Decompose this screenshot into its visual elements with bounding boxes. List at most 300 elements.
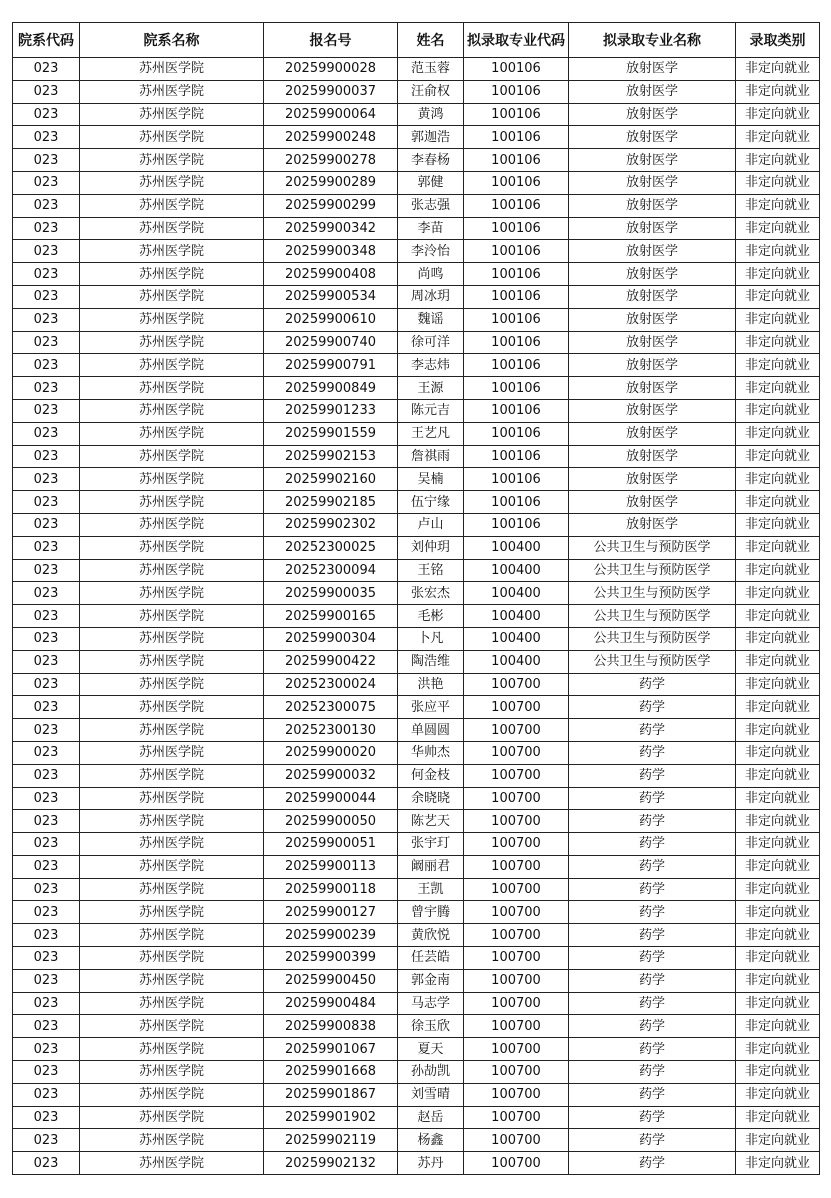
major-name-cell: 放射医学 — [569, 149, 736, 172]
header-name: 姓名 — [398, 23, 464, 58]
registration-no-cell: 20259900534 — [264, 285, 398, 308]
admission-type-cell: 非定向就业 — [736, 901, 820, 924]
registration-no-cell: 20252300130 — [264, 719, 398, 742]
name-cell: 曾宇腾 — [398, 901, 464, 924]
dept-code-cell: 023 — [13, 741, 80, 764]
registration-no-cell: 20259900278 — [264, 149, 398, 172]
major-name-cell: 药学 — [569, 855, 736, 878]
major-name-cell: 公共卫生与预防医学 — [569, 582, 736, 605]
registration-no-cell: 20259901668 — [264, 1061, 398, 1084]
registration-no-cell: 20259900020 — [264, 741, 398, 764]
admission-type-cell: 非定向就业 — [736, 582, 820, 605]
dept-name-cell: 苏州医学院 — [80, 1106, 264, 1129]
registration-no-cell: 20259900037 — [264, 80, 398, 103]
major-code-cell: 100700 — [464, 878, 569, 901]
dept-name-cell: 苏州医学院 — [80, 217, 264, 240]
name-cell: 伍宁缘 — [398, 491, 464, 514]
major-code-cell: 100700 — [464, 901, 569, 924]
registration-no-cell: 20259900050 — [264, 810, 398, 833]
dept-code-cell: 023 — [13, 1152, 80, 1175]
major-code-cell: 100700 — [464, 1152, 569, 1175]
dept-name-cell: 苏州医学院 — [80, 855, 264, 878]
header-row — [13, 23, 820, 58]
registration-no-cell: 20259900348 — [264, 240, 398, 263]
major-code-cell: 100700 — [464, 924, 569, 947]
name-cell: 尚鸣 — [398, 263, 464, 286]
major-code-cell: 100106 — [464, 285, 569, 308]
dept-code-cell: 023 — [13, 605, 80, 628]
header-admission-type: 录取类别 — [736, 23, 820, 58]
admission-type-cell: 非定向就业 — [736, 924, 820, 947]
registration-no-cell: 20259902302 — [264, 513, 398, 536]
dept-code-cell: 023 — [13, 1106, 80, 1129]
registration-no-cell: 20259900035 — [264, 582, 398, 605]
major-name-cell: 药学 — [569, 696, 736, 719]
admission-table — [12, 22, 820, 1175]
major-name-cell: 药学 — [569, 673, 736, 696]
registration-no-cell: 20259900289 — [264, 171, 398, 194]
dept-code-cell: 023 — [13, 696, 80, 719]
table-row — [13, 285, 820, 308]
registration-no-cell: 20259900118 — [264, 878, 398, 901]
table-row — [13, 741, 820, 764]
admission-type-cell: 非定向就业 — [736, 833, 820, 856]
major-code-cell: 100700 — [464, 696, 569, 719]
dept-code-cell: 023 — [13, 80, 80, 103]
table-row — [13, 58, 820, 81]
major-code-cell: 100700 — [464, 855, 569, 878]
name-cell: 王凯 — [398, 878, 464, 901]
header-dept-name: 院系名称 — [80, 23, 264, 58]
table-body — [13, 58, 820, 1175]
registration-no-cell: 20259900064 — [264, 103, 398, 126]
table-row — [13, 377, 820, 400]
major-name-cell: 放射医学 — [569, 445, 736, 468]
registration-no-cell: 20259900422 — [264, 650, 398, 673]
major-code-cell: 100700 — [464, 787, 569, 810]
registration-no-cell: 20259900740 — [264, 331, 398, 354]
major-name-cell: 放射医学 — [569, 308, 736, 331]
admission-type-cell: 非定向就业 — [736, 354, 820, 377]
admission-type-cell: 非定向就业 — [736, 263, 820, 286]
name-cell: 马志学 — [398, 992, 464, 1015]
dept-name-cell: 苏州医学院 — [80, 399, 264, 422]
table-row — [13, 627, 820, 650]
admission-type-cell: 非定向就业 — [736, 331, 820, 354]
major-name-cell: 公共卫生与预防医学 — [569, 559, 736, 582]
registration-no-cell: 20259900032 — [264, 764, 398, 787]
major-name-cell: 放射医学 — [569, 491, 736, 514]
registration-no-cell: 20259900044 — [264, 787, 398, 810]
major-name-cell: 公共卫生与预防医学 — [569, 627, 736, 650]
registration-no-cell: 20259900838 — [264, 1015, 398, 1038]
admission-type-cell: 非定向就业 — [736, 719, 820, 742]
name-cell: 徐玉欣 — [398, 1015, 464, 1038]
registration-no-cell: 20259901902 — [264, 1106, 398, 1129]
dept-name-cell: 苏州医学院 — [80, 103, 264, 126]
header-registration-no: 报名号 — [264, 23, 398, 58]
admission-type-cell: 非定向就业 — [736, 513, 820, 536]
major-name-cell: 药学 — [569, 719, 736, 742]
admission-type-cell: 非定向就业 — [736, 445, 820, 468]
admission-type-cell: 非定向就业 — [736, 171, 820, 194]
dept-name-cell: 苏州医学院 — [80, 1061, 264, 1084]
registration-no-cell: 20259901067 — [264, 1038, 398, 1061]
table-row — [13, 171, 820, 194]
registration-no-cell: 20252300094 — [264, 559, 398, 582]
dept-code-cell: 023 — [13, 924, 80, 947]
table-row — [13, 673, 820, 696]
table-row — [13, 650, 820, 673]
admission-type-cell: 非定向就业 — [736, 650, 820, 673]
name-cell: 黄欣悦 — [398, 924, 464, 947]
major-code-cell: 100700 — [464, 1038, 569, 1061]
dept-name-cell: 苏州医学院 — [80, 741, 264, 764]
name-cell: 张应平 — [398, 696, 464, 719]
admission-type-cell: 非定向就业 — [736, 559, 820, 582]
admission-type-cell: 非定向就业 — [736, 422, 820, 445]
table-row — [13, 354, 820, 377]
dept-name-cell: 苏州医学院 — [80, 126, 264, 149]
registration-no-cell: 20259900113 — [264, 855, 398, 878]
table-row — [13, 422, 820, 445]
registration-no-cell: 20252300025 — [264, 536, 398, 559]
registration-no-cell: 20259900248 — [264, 126, 398, 149]
major-code-cell: 100106 — [464, 126, 569, 149]
major-name-cell: 药学 — [569, 1015, 736, 1038]
table-row — [13, 719, 820, 742]
major-code-cell: 100400 — [464, 627, 569, 650]
dept-code-cell: 023 — [13, 787, 80, 810]
name-cell: 张志强 — [398, 194, 464, 217]
dept-name-cell: 苏州医学院 — [80, 331, 264, 354]
major-code-cell: 100700 — [464, 833, 569, 856]
dept-code-cell: 023 — [13, 285, 80, 308]
dept-name-cell: 苏州医学院 — [80, 308, 264, 331]
dept-name-cell: 苏州医学院 — [80, 992, 264, 1015]
dept-name-cell: 苏州医学院 — [80, 422, 264, 445]
dept-code-cell: 023 — [13, 399, 80, 422]
major-code-cell: 100700 — [464, 969, 569, 992]
admission-type-cell: 非定向就业 — [736, 787, 820, 810]
dept-code-cell: 023 — [13, 810, 80, 833]
major-name-cell: 放射医学 — [569, 58, 736, 81]
major-name-cell: 放射医学 — [569, 331, 736, 354]
dept-code-cell: 023 — [13, 673, 80, 696]
name-cell: 王艺凡 — [398, 422, 464, 445]
table-row — [13, 217, 820, 240]
dept-name-cell: 苏州医学院 — [80, 377, 264, 400]
dept-name-cell: 苏州医学院 — [80, 1038, 264, 1061]
dept-name-cell: 苏州医学院 — [80, 240, 264, 263]
dept-code-cell: 023 — [13, 627, 80, 650]
dept-code-cell: 023 — [13, 445, 80, 468]
major-name-cell: 药学 — [569, 992, 736, 1015]
admission-type-cell: 非定向就业 — [736, 673, 820, 696]
major-name-cell: 放射医学 — [569, 422, 736, 445]
registration-no-cell: 20259900165 — [264, 605, 398, 628]
admission-type-cell: 非定向就业 — [736, 285, 820, 308]
admission-type-cell: 非定向就业 — [736, 308, 820, 331]
major-name-cell: 公共卫生与预防医学 — [569, 605, 736, 628]
dept-name-cell: 苏州医学院 — [80, 285, 264, 308]
dept-code-cell: 023 — [13, 582, 80, 605]
dept-name-cell: 苏州医学院 — [80, 1129, 264, 1152]
name-cell: 吴楠 — [398, 468, 464, 491]
major-name-cell: 放射医学 — [569, 468, 736, 491]
major-name-cell: 药学 — [569, 741, 736, 764]
header-major-code: 拟录取专业代码 — [464, 23, 569, 58]
dept-code-cell: 023 — [13, 650, 80, 673]
table-row — [13, 833, 820, 856]
major-code-cell: 100400 — [464, 650, 569, 673]
table-row — [13, 1106, 820, 1129]
dept-code-cell: 023 — [13, 491, 80, 514]
dept-code-cell: 023 — [13, 263, 80, 286]
dept-name-cell: 苏州医学院 — [80, 468, 264, 491]
admission-type-cell: 非定向就业 — [736, 605, 820, 628]
major-code-cell: 100700 — [464, 810, 569, 833]
dept-code-cell: 023 — [13, 217, 80, 240]
major-name-cell: 公共卫生与预防医学 — [569, 650, 736, 673]
name-cell: 王铭 — [398, 559, 464, 582]
admission-type-cell: 非定向就业 — [736, 810, 820, 833]
registration-no-cell: 20259900051 — [264, 833, 398, 856]
table-row — [13, 399, 820, 422]
dept-code-cell: 023 — [13, 833, 80, 856]
major-name-cell: 放射医学 — [569, 194, 736, 217]
table-row — [13, 1038, 820, 1061]
dept-code-cell: 023 — [13, 1083, 80, 1106]
major-code-cell: 100106 — [464, 399, 569, 422]
major-code-cell: 100106 — [464, 331, 569, 354]
major-code-cell: 100106 — [464, 513, 569, 536]
table-row — [13, 901, 820, 924]
major-code-cell: 100700 — [464, 1106, 569, 1129]
admission-type-cell: 非定向就业 — [736, 947, 820, 970]
major-code-cell: 100400 — [464, 536, 569, 559]
dept-code-cell: 023 — [13, 194, 80, 217]
admission-type-cell: 非定向就业 — [736, 1083, 820, 1106]
dept-name-cell: 苏州医学院 — [80, 263, 264, 286]
major-code-cell: 100106 — [464, 240, 569, 263]
table-row — [13, 1061, 820, 1084]
dept-code-cell: 023 — [13, 1129, 80, 1152]
major-code-cell: 100700 — [464, 1083, 569, 1106]
dept-name-cell: 苏州医学院 — [80, 149, 264, 172]
major-name-cell: 公共卫生与预防医学 — [569, 536, 736, 559]
major-code-cell: 100700 — [464, 719, 569, 742]
table-row — [13, 1129, 820, 1152]
admission-type-cell: 非定向就业 — [736, 240, 820, 263]
major-code-cell: 100700 — [464, 673, 569, 696]
table-row — [13, 992, 820, 1015]
name-cell: 李泠怡 — [398, 240, 464, 263]
dept-name-cell: 苏州医学院 — [80, 901, 264, 924]
major-code-cell: 100106 — [464, 58, 569, 81]
name-cell: 王源 — [398, 377, 464, 400]
dept-code-cell: 023 — [13, 559, 80, 582]
major-code-cell: 100106 — [464, 194, 569, 217]
registration-no-cell: 20259900342 — [264, 217, 398, 240]
dept-code-cell: 023 — [13, 149, 80, 172]
major-name-cell: 药学 — [569, 1129, 736, 1152]
table-row — [13, 80, 820, 103]
dept-code-cell: 023 — [13, 331, 80, 354]
dept-name-cell: 苏州医学院 — [80, 719, 264, 742]
table-row — [13, 810, 820, 833]
dept-code-cell: 023 — [13, 126, 80, 149]
dept-code-cell: 023 — [13, 377, 80, 400]
dept-code-cell: 023 — [13, 764, 80, 787]
name-cell: 苏丹 — [398, 1152, 464, 1175]
name-cell: 赵岳 — [398, 1106, 464, 1129]
registration-no-cell: 20259900408 — [264, 263, 398, 286]
dept-code-cell: 023 — [13, 1061, 80, 1084]
major-code-cell: 100106 — [464, 422, 569, 445]
registration-no-cell: 20252300075 — [264, 696, 398, 719]
registration-no-cell: 20259900028 — [264, 58, 398, 81]
dept-name-cell: 苏州医学院 — [80, 787, 264, 810]
admission-type-cell: 非定向就业 — [736, 58, 820, 81]
major-code-cell: 100106 — [464, 377, 569, 400]
major-name-cell: 药学 — [569, 1083, 736, 1106]
dept-name-cell: 苏州医学院 — [80, 1152, 264, 1175]
name-cell: 卢山 — [398, 513, 464, 536]
major-name-cell: 药学 — [569, 1038, 736, 1061]
admission-type-cell: 非定向就业 — [736, 399, 820, 422]
table-row — [13, 308, 820, 331]
admission-type-cell: 非定向就业 — [736, 1152, 820, 1175]
table-row — [13, 149, 820, 172]
dept-code-cell: 023 — [13, 354, 80, 377]
dept-name-cell: 苏州医学院 — [80, 194, 264, 217]
admission-type-cell: 非定向就业 — [736, 149, 820, 172]
major-name-cell: 放射医学 — [569, 354, 736, 377]
table-row — [13, 696, 820, 719]
dept-name-cell: 苏州医学院 — [80, 696, 264, 719]
dept-name-cell: 苏州医学院 — [80, 947, 264, 970]
dept-name-cell: 苏州医学院 — [80, 354, 264, 377]
admission-type-cell: 非定向就业 — [736, 741, 820, 764]
dept-name-cell: 苏州医学院 — [80, 536, 264, 559]
table-row — [13, 605, 820, 628]
major-code-cell: 100106 — [464, 103, 569, 126]
dept-code-cell: 023 — [13, 103, 80, 126]
major-name-cell: 放射医学 — [569, 103, 736, 126]
major-code-cell: 100106 — [464, 217, 569, 240]
table-row — [13, 331, 820, 354]
name-cell: 阚丽君 — [398, 855, 464, 878]
major-code-cell: 100106 — [464, 80, 569, 103]
registration-no-cell: 20259902153 — [264, 445, 398, 468]
name-cell: 张宏杰 — [398, 582, 464, 605]
dept-code-cell: 023 — [13, 855, 80, 878]
name-cell: 李志炜 — [398, 354, 464, 377]
major-name-cell: 放射医学 — [569, 80, 736, 103]
name-cell: 刘雪晴 — [398, 1083, 464, 1106]
dept-code-cell: 023 — [13, 171, 80, 194]
dept-code-cell: 023 — [13, 58, 80, 81]
table-row — [13, 947, 820, 970]
major-name-cell: 放射医学 — [569, 377, 736, 400]
admission-type-cell: 非定向就业 — [736, 696, 820, 719]
dept-name-cell: 苏州医学院 — [80, 80, 264, 103]
name-cell: 卜凡 — [398, 627, 464, 650]
dept-name-cell: 苏州医学院 — [80, 582, 264, 605]
dept-code-cell: 023 — [13, 969, 80, 992]
name-cell: 任芸皓 — [398, 947, 464, 970]
table-row — [13, 126, 820, 149]
name-cell: 陶浩维 — [398, 650, 464, 673]
major-name-cell: 药学 — [569, 1061, 736, 1084]
registration-no-cell: 20259900239 — [264, 924, 398, 947]
table-row — [13, 536, 820, 559]
name-cell: 魏谣 — [398, 308, 464, 331]
table-row — [13, 468, 820, 491]
table-row — [13, 491, 820, 514]
major-name-cell: 药学 — [569, 947, 736, 970]
dept-name-cell: 苏州医学院 — [80, 445, 264, 468]
major-code-cell: 100700 — [464, 764, 569, 787]
name-cell: 陈艺天 — [398, 810, 464, 833]
name-cell: 刘仲玥 — [398, 536, 464, 559]
name-cell: 杨鑫 — [398, 1129, 464, 1152]
dept-name-cell: 苏州医学院 — [80, 878, 264, 901]
name-cell: 夏天 — [398, 1038, 464, 1061]
table-row — [13, 513, 820, 536]
dept-code-cell: 023 — [13, 1015, 80, 1038]
dept-name-cell: 苏州医学院 — [80, 491, 264, 514]
major-code-cell: 100700 — [464, 741, 569, 764]
table-row — [13, 240, 820, 263]
name-cell: 郭金南 — [398, 969, 464, 992]
name-cell: 郭迦浩 — [398, 126, 464, 149]
header-major-name: 拟录取专业名称 — [569, 23, 736, 58]
admission-type-cell: 非定向就业 — [736, 491, 820, 514]
table-row — [13, 855, 820, 878]
major-code-cell: 100106 — [464, 491, 569, 514]
document-page — [12, 22, 819, 1175]
dept-name-cell: 苏州医学院 — [80, 559, 264, 582]
major-code-cell: 100700 — [464, 947, 569, 970]
major-code-cell: 100400 — [464, 582, 569, 605]
table-row — [13, 194, 820, 217]
registration-no-cell: 20259900849 — [264, 377, 398, 400]
registration-no-cell: 20259900304 — [264, 627, 398, 650]
table-row — [13, 582, 820, 605]
admission-type-cell: 非定向就业 — [736, 1015, 820, 1038]
major-name-cell: 药学 — [569, 1106, 736, 1129]
major-code-cell: 100400 — [464, 559, 569, 582]
dept-code-cell: 023 — [13, 719, 80, 742]
major-name-cell: 放射医学 — [569, 263, 736, 286]
name-cell: 单圆圆 — [398, 719, 464, 742]
dept-name-cell: 苏州医学院 — [80, 1083, 264, 1106]
major-code-cell: 100700 — [464, 1129, 569, 1152]
table-row — [13, 787, 820, 810]
dept-code-cell: 023 — [13, 878, 80, 901]
registration-no-cell: 20259900450 — [264, 969, 398, 992]
registration-no-cell: 20259901233 — [264, 399, 398, 422]
admission-type-cell: 非定向就业 — [736, 377, 820, 400]
registration-no-cell: 20259900610 — [264, 308, 398, 331]
name-cell: 洪艳 — [398, 673, 464, 696]
dept-code-cell: 023 — [13, 1038, 80, 1061]
major-code-cell: 100106 — [464, 308, 569, 331]
table-row — [13, 263, 820, 286]
dept-name-cell: 苏州医学院 — [80, 924, 264, 947]
